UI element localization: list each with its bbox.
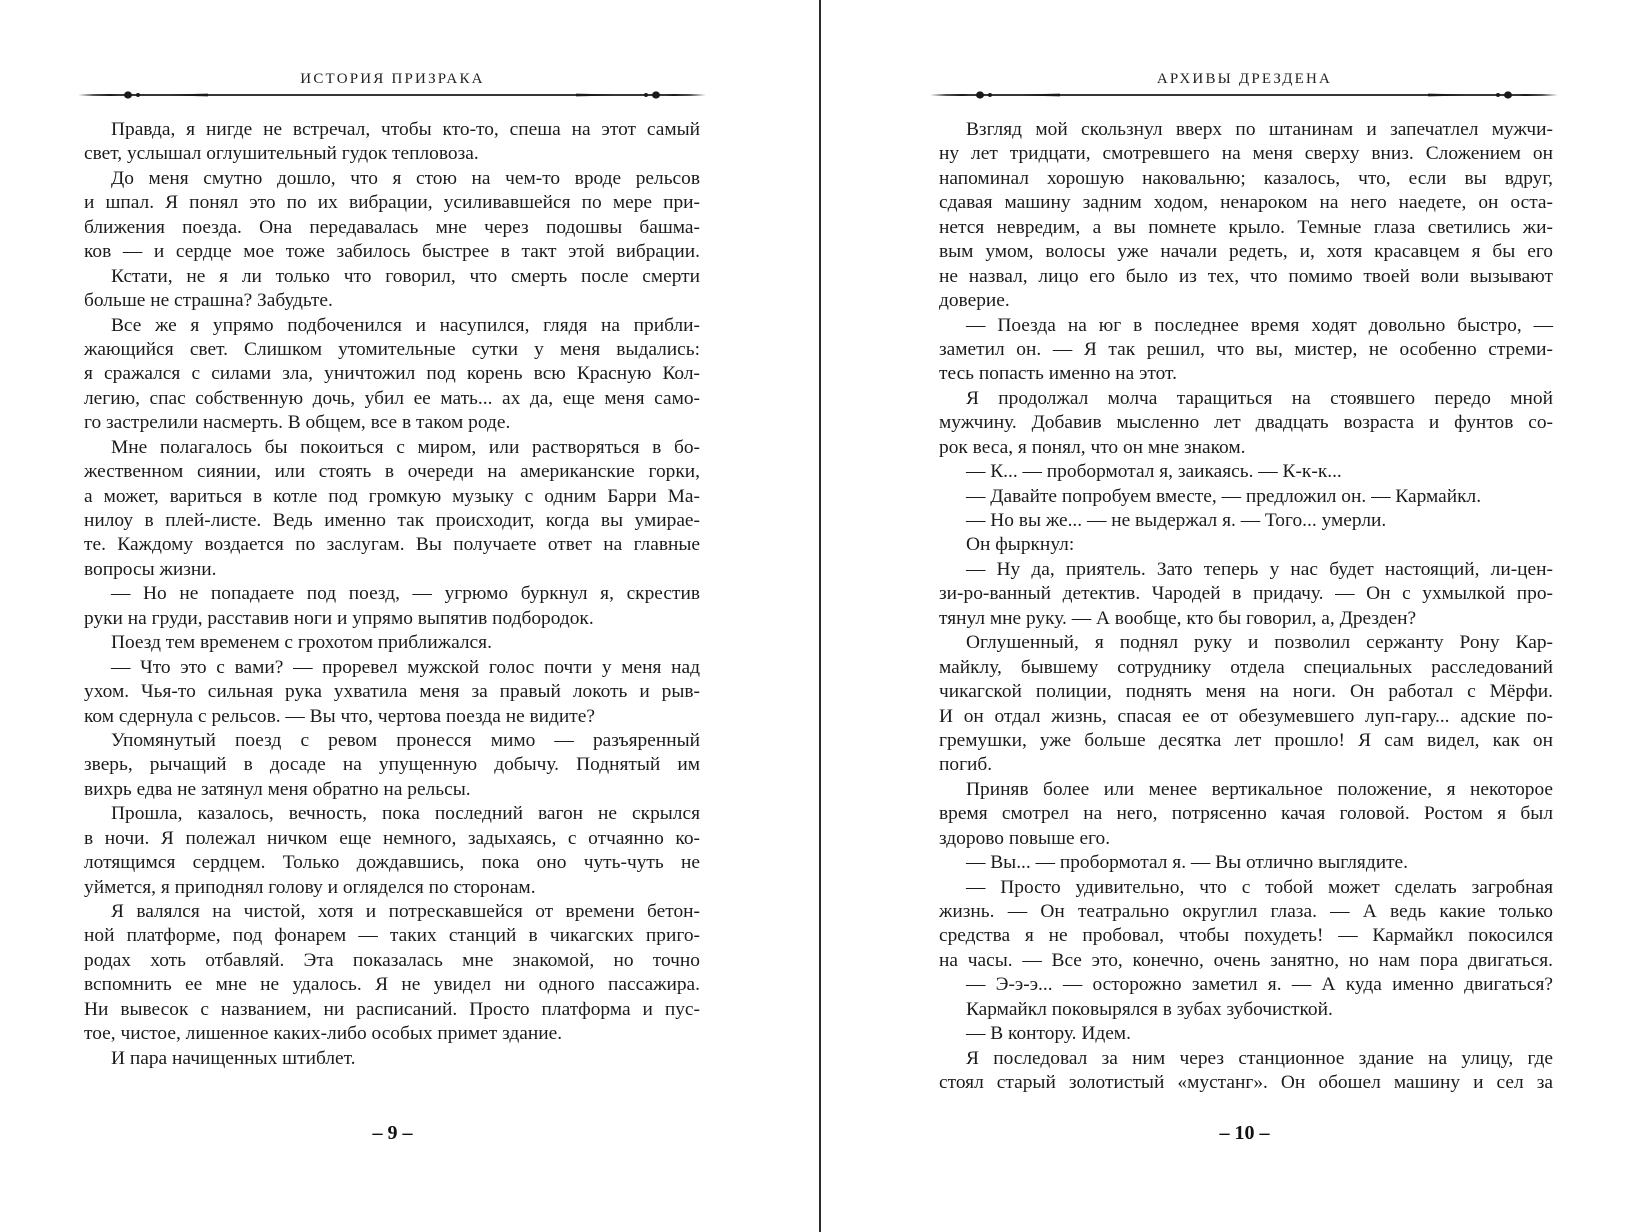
text-line: Взгляд мой скользнул вверх по штанинам и запечатлел мужчи- — [966, 119, 1553, 140]
ornament-divider-icon — [78, 89, 706, 101]
text-line: больше не страшна? Забудьте. — [84, 290, 333, 312]
right-page — [822, 0, 1640, 1232]
text-line: Я валялся на чистой, хотя и потрескавшейся от времени бетон- — [111, 901, 700, 922]
text-line: уймется, я приподнял голову и огляделся по сторонам. — [84, 876, 536, 898]
text-line: время смотрел на него, потрясенно качая головой. Ростом я был — [939, 803, 1553, 825]
text-line: ближения поезда. Она передавалась мне через подошвы башма- — [84, 216, 700, 238]
text-line: свет, услышал оглушительный гудок тепловоза. — [84, 143, 479, 165]
text-line: заметил он. — Я так решил, что вы, мистер, не особенно стреми- — [939, 338, 1553, 360]
text-line: Ни вывесок с названием, ни расписаний. Просто платформа и пус- — [84, 998, 700, 1020]
text-line: тесь попасть именно на этот. — [939, 363, 1177, 385]
text-line: — Поезда на юг в последнее время ходят довольно быстро, — — [966, 314, 1553, 336]
text-line: Правда, я нигде не встречал, чтобы кто-то, спеша на этот самый — [111, 119, 700, 140]
text-line: те. Каждому воздается по заслугам. Вы получаете ответ на главные — [84, 534, 700, 556]
text-line: средства я не пробовал, чтобы похудеть! — Кармайкл покосился — [939, 925, 1553, 947]
page-number-left: – 9 – — [372, 1122, 413, 1144]
text-line: — Давайте попробуем вместе, — предложил он. — Кармайкл. — [966, 485, 1482, 507]
text-line: Все же я упрямо подбоченился и насупился, глядя на прибли- — [111, 314, 700, 336]
text-line: И пара начищенных штиблет. — [111, 1047, 356, 1069]
text-line: тое, чистое, лишенное каких-либо особых примет здание. — [84, 1023, 563, 1045]
text-line: Кармайкл поковырялся в зубах зубочисткой. — [966, 998, 1333, 1020]
text-line: вопросы жизни. — [84, 558, 217, 580]
text-line: Упомянутый поезд с ревом пронесся мимо — разъяренный — [111, 729, 700, 751]
text-line: ной платформе, под фонарем — таких станций в чикагских приго- — [84, 925, 700, 947]
text-line: го застрелили насмерть. В общем, все в таком роде. — [84, 412, 511, 434]
text-line: рок веса, я понял, что он мне знаком. — [939, 436, 1246, 458]
text-line: нется невредим, а вы помнете крыло. Темные глаза светились жи- — [939, 216, 1553, 238]
text-line: вихрь едва не затянул меня обратно на рельсы. — [84, 778, 471, 800]
text-line: легию, спас собственную дочь, убил ее мать... ах да, еще меня само- — [84, 387, 700, 409]
text-line: не назвал, лицо его было из тех, что помимо твоей воли вызывают — [939, 265, 1553, 287]
text-line: жизнь. — Он театрально округлил глаза. — А ведь какие только — [939, 901, 1553, 922]
text-line: руки на груди, расставив ноги и упрямо выпятив подбородок. — [84, 607, 594, 629]
text-line: — Э-э-э... — осторожно заметил я. — А куда именно двигаться? — [966, 974, 1553, 996]
text-line: Я продолжал молча таращиться на стоявшего передо мной — [966, 387, 1553, 409]
text-line: Прошла, казалось, вечность, пока последний вагон не скрылся — [111, 803, 700, 825]
text-line: Мне полагалось бы покоиться с миром, или растворяться в бо- — [111, 436, 700, 458]
text-line: гремушки, уже больше десятка лет прошло! Я сам видел, как он — [939, 729, 1553, 751]
text-line: я сражался с силами зла, уничтожил под корень всю Красную Кол- — [84, 363, 700, 385]
text-line: — Ну да, приятель. Зато теперь у нас будет настоящий, ли-цен- — [966, 558, 1553, 580]
text-line: — Вы... — пробормотал я. — Вы отлично выглядите. — [966, 852, 1409, 874]
text-line: И он отдал жизнь, спасая ее от обезумевшего луп-гару... адские по- — [939, 705, 1553, 727]
text-line: майклу, бывшему сотруднику отдела специальных расследований — [939, 656, 1553, 678]
text-line: — В контору. Идем. — [966, 1023, 1131, 1045]
text-line: Оглушенный, я поднял руку и позволил сержанту Рону Кар- — [966, 632, 1553, 654]
text-line: зи-ро-ванный детектив. Чародей в придачу. — Он с ухмылкой про- — [939, 583, 1553, 605]
text-line: Поезд тем временем с грохотом приближался. — [111, 632, 492, 654]
text-line: ком сдернула с рельсов. — Вы что, чертова поезда не видите? — [84, 705, 595, 727]
text-line: родах хоть отбавляй. Эта показалась мне знакомой, но точно — [84, 949, 700, 971]
text-line: До меня смутно дошло, что я стою на чем-то вроде рельсов — [111, 167, 700, 189]
text-line: зверь, рычащий в досаде на упущенную добычу. Поднятый им — [84, 754, 700, 776]
text-line: нилоу в плей-листе. Ведь именно так происходит, когда вы умирае- — [84, 510, 700, 531]
text-line: тянул мне руку. — А вообще, кто бы говорил, а, Дрезден? — [939, 607, 1417, 629]
ornament-divider-icon — [930, 89, 1558, 101]
text-line: жающийся свет. Слишком утомительные сутки у меня выдались: — [84, 338, 700, 360]
text-line: ну лет тридцати, смотревшего на меня сверху вниз. Сложением он — [939, 143, 1553, 165]
running-head-right: АРХИВЫ ДРЕЗДЕНА — [1156, 71, 1333, 87]
text-line: мужчину. Добавив мысленно лет двадцать возраста и фунтов со- — [939, 412, 1553, 434]
text-line: чикагской полиции, поднять меня на ноги. Он работал с Мёрфи. — [939, 681, 1553, 703]
text-line: лотящимся сердцем. Только дождавшись, пока оно чуть-чуть не — [84, 852, 700, 874]
text-line: напоминал хорошую наковальню; казалось, что, если вы вдруг, — [939, 167, 1553, 189]
text-line: — Что это с вами? — проревел мужской голос почти у меня над — [111, 656, 700, 678]
text-line: здорово повыше его. — [939, 827, 1111, 849]
text-line: Я последовал за ним через станционное здание на улицу, где — [966, 1047, 1553, 1069]
text-line: погиб. — [939, 754, 993, 776]
text-line: Он фыркнул: — [966, 534, 1075, 556]
text-line: ков — и сердце мое тоже забилось быстрее в такт этой вибрации. — [84, 241, 700, 263]
text-line: доверие. — [939, 290, 1010, 312]
text-line: в ночи. Я полежал ничком еще немного, задыхаясь, с отчаянно ко- — [84, 827, 700, 849]
text-line: — Но не попадаете под поезд, — угрюмо буркнул я, скрестив — [111, 583, 700, 605]
text-line: Приняв более или менее вертикальное положение, я некоторое — [966, 778, 1553, 800]
text-line: ухом. Чья-то сильная рука ухватила меня за правый локоть и рыв- — [84, 681, 700, 703]
text-line: а может, вариться в котле под громкую музыку с одним Барри Ма- — [84, 485, 700, 507]
text-line: и шпал. Я понял это по их вибрации, усиливавшейся по мере при- — [84, 192, 700, 214]
body-text-right — [939, 118, 1553, 1096]
text-line: Кстати, не я ли только что говорил, что смерть после смерти — [111, 265, 700, 287]
text-line: вым умом, волосы уже начали редеть, и, хотя красавцем я бы его — [939, 241, 1553, 263]
page-number-right: – 10 – — [1219, 1122, 1270, 1144]
running-head-left: ИСТОРИЯ ПРИЗРАКА — [300, 71, 485, 87]
text-line: — К... — пробормотал я, заикаясь. — К-к-к... — [966, 461, 1342, 483]
text-line: — Но вы же... — не выдержал я. — Того... умерли. — [966, 510, 1387, 531]
text-line: сдавая машину задним ходом, ненароком на него наедете, он оста- — [939, 192, 1553, 214]
text-line: на часы. — Все это, конечно, очень занятно, но нам пора двигаться. — [939, 949, 1553, 971]
body-text-left — [84, 118, 700, 1071]
text-line: жественном сиянии, или стоять в очереди на американские горки, — [84, 461, 700, 483]
text-line: вспомнить ее мне не удалось. Я не увидел ни одного пассажира. — [84, 974, 700, 996]
text-line: — Просто удивительно, что с тобой может сделать загробная — [966, 876, 1553, 898]
text-line: стоял старый золотистый «мустанг». Он обошел машину и сел за — [939, 1072, 1553, 1094]
